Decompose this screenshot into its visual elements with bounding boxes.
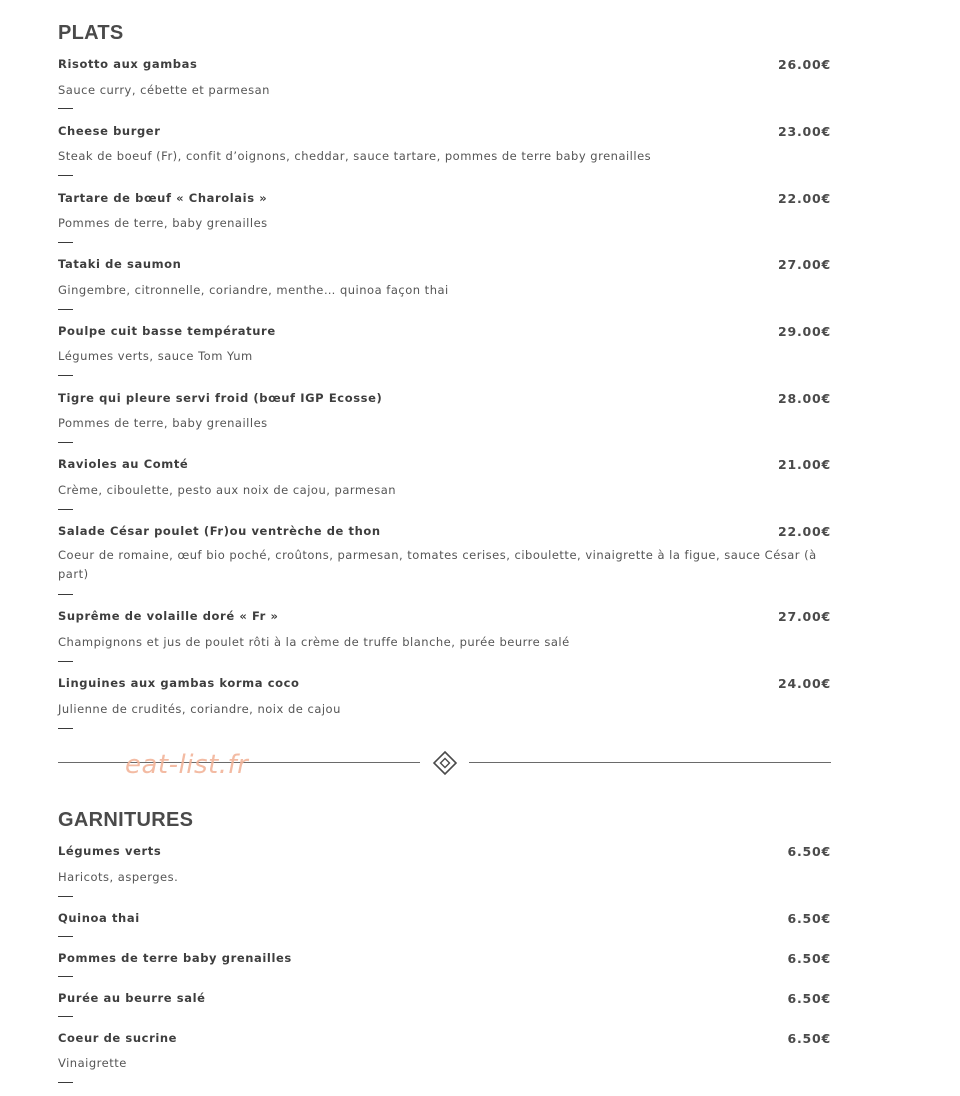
menu-item-name: Suprême de volaille doré « Fr » bbox=[58, 609, 279, 623]
menu-item-price: 26.00€ bbox=[777, 57, 831, 72]
menu-item-name: Poulpe cuit basse température bbox=[58, 324, 276, 338]
menu-item-description: Champignons et jus de poulet rôti à la crème de truffe blanche, purée beurre salé bbox=[58, 635, 570, 649]
diamond-ornament-icon bbox=[432, 750, 458, 776]
item-separator-dash bbox=[58, 936, 73, 937]
watermark: eat-list.fr bbox=[125, 750, 249, 780]
section-title-plats: PLATS bbox=[58, 22, 124, 44]
item-separator-dash bbox=[58, 309, 73, 310]
menu-item-description: Julienne de crudités, coriandre, noix de cajou bbox=[58, 702, 341, 716]
item-separator-dash bbox=[58, 108, 73, 109]
menu-item-description: Coeur de romaine, œuf bio poché, croûtons, parmesan, tomates cerises, ciboulette, vinaigrette à la figue, sauce César (à part) bbox=[58, 548, 817, 581]
menu-item-description: Pommes de terre, baby grenailles bbox=[58, 216, 268, 230]
divider-line-right bbox=[469, 762, 831, 763]
menu-item-name: Coeur de sucrine bbox=[58, 1031, 178, 1045]
menu-item-price: 6.50€ bbox=[787, 991, 831, 1006]
menu-item-description: Légumes verts, sauce Tom Yum bbox=[58, 349, 253, 363]
menu-item-name: Légumes verts bbox=[58, 844, 162, 858]
menu-item-price: 6.50€ bbox=[787, 1031, 831, 1046]
menu-item-name: Tataki de saumon bbox=[58, 257, 182, 271]
menu-item-name: Ravioles au Comté bbox=[58, 457, 189, 471]
menu-item-price: 27.00€ bbox=[777, 257, 831, 272]
menu-item-price: 6.50€ bbox=[787, 951, 831, 966]
menu-item-name: Quinoa thai bbox=[58, 911, 140, 925]
section-title-garnitures: GARNITURES bbox=[58, 809, 194, 831]
menu-item-description: Pommes de terre, baby grenailles bbox=[58, 416, 268, 430]
menu-item-name: Purée au beurre salé bbox=[58, 991, 206, 1005]
menu-item-name: Cheese burger bbox=[58, 124, 161, 138]
menu-item-name: Salade César poulet (Fr)ou ventrèche de thon bbox=[58, 524, 381, 538]
menu-item-description: Haricots, asperges. bbox=[58, 870, 179, 884]
menu-item-name: Linguines aux gambas korma coco bbox=[58, 676, 300, 690]
item-separator-dash bbox=[58, 728, 73, 729]
menu-item-name: Tigre qui pleure servi froid (bœuf IGP Ecosse) bbox=[58, 391, 383, 405]
menu-item-description: Crème, ciboulette, pesto aux noix de cajou, parmesan bbox=[58, 483, 397, 497]
item-separator-dash bbox=[58, 175, 73, 176]
item-separator-dash bbox=[58, 1082, 73, 1083]
menu-item-name: Risotto aux gambas bbox=[58, 57, 198, 71]
menu-item-price: 27.00€ bbox=[777, 609, 831, 624]
item-separator-dash bbox=[58, 375, 73, 376]
menu-item-description: Vinaigrette bbox=[58, 1056, 127, 1070]
item-separator-dash bbox=[58, 1016, 73, 1017]
menu-item-price: 29.00€ bbox=[777, 324, 831, 339]
menu-item-price: 22.00€ bbox=[777, 524, 831, 539]
menu-item-price: 22.00€ bbox=[777, 191, 831, 206]
menu-item-price: 6.50€ bbox=[787, 911, 831, 926]
item-separator-dash bbox=[58, 509, 73, 510]
item-separator-dash bbox=[58, 242, 73, 243]
menu-item-name: Pommes de terre baby grenailles bbox=[58, 951, 292, 965]
item-separator-dash bbox=[58, 661, 73, 662]
menu-item-description: Steak de boeuf (Fr), confit d’oignons, cheddar, sauce tartare, pommes de terre baby grenailles bbox=[58, 149, 652, 163]
menu-item-name: Tartare de bœuf « Charolais » bbox=[58, 191, 268, 205]
menu-item-price: 28.00€ bbox=[777, 391, 831, 406]
item-separator-dash bbox=[58, 896, 73, 897]
menu-item-price: 23.00€ bbox=[777, 124, 831, 139]
item-separator-dash bbox=[58, 594, 73, 595]
menu-item-description: Sauce curry, cébette et parmesan bbox=[58, 83, 270, 97]
menu-item-description: Gingembre, citronnelle, coriandre, menthe… quinoa façon thai bbox=[58, 283, 449, 297]
item-separator-dash bbox=[58, 976, 73, 977]
menu-item-price: 24.00€ bbox=[777, 676, 831, 691]
menu-item-price: 6.50€ bbox=[787, 844, 831, 859]
item-separator-dash bbox=[58, 442, 73, 443]
menu-item-price: 21.00€ bbox=[777, 457, 831, 472]
